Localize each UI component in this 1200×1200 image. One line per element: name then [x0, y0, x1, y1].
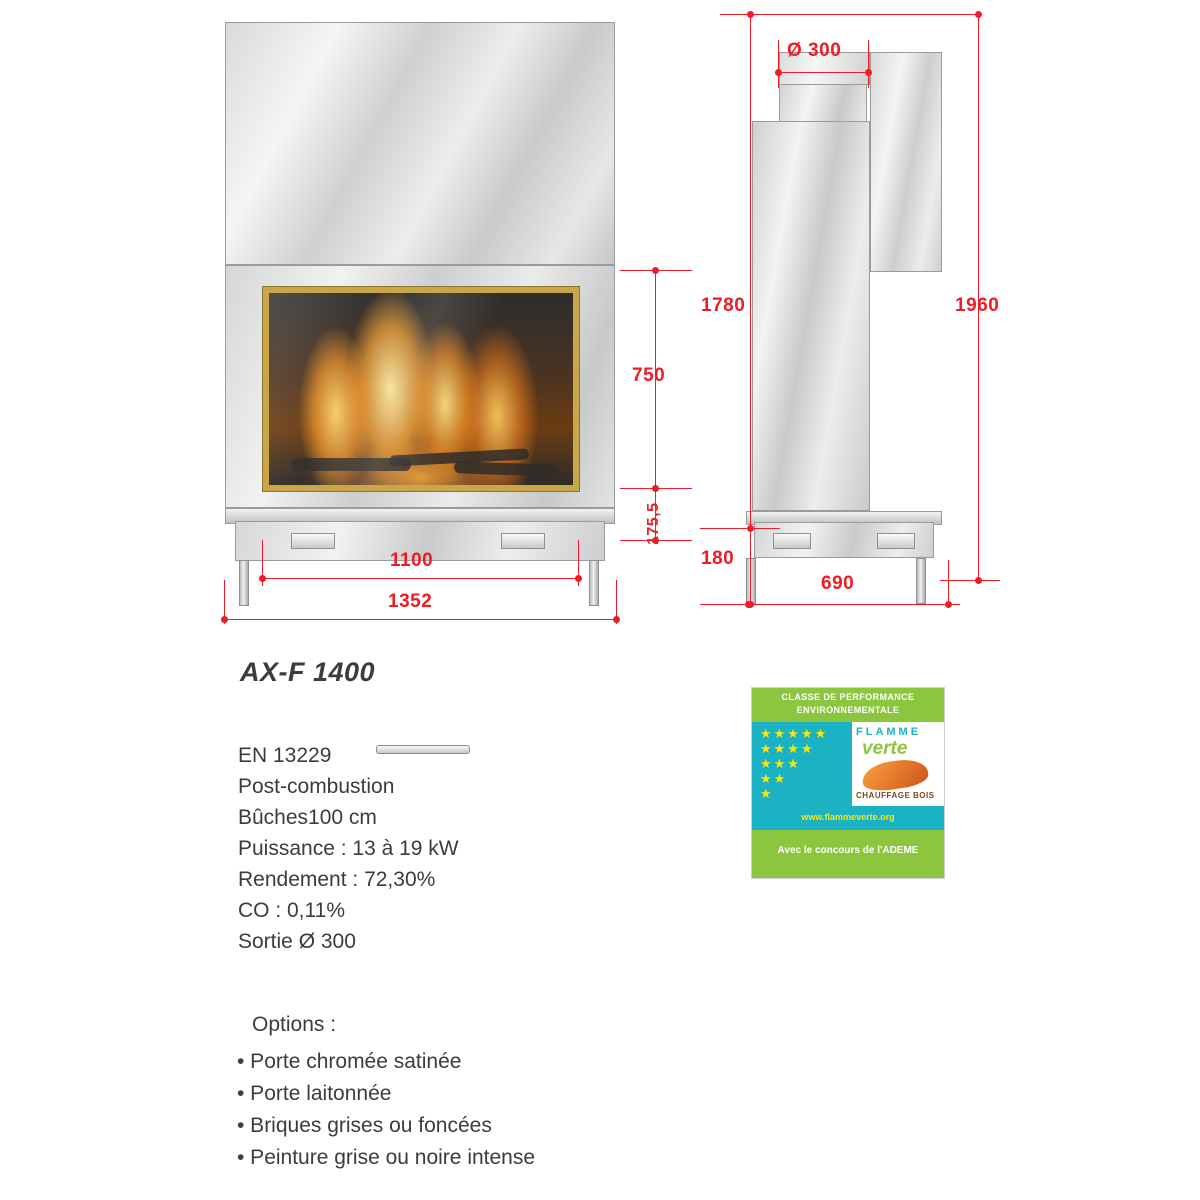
dim-line-180 — [750, 532, 751, 604]
dim-line-690 — [748, 604, 948, 605]
dim-ext-1780-bottom — [700, 528, 780, 529]
glass-door — [269, 293, 573, 485]
specification-list — [238, 740, 459, 957]
dim-label-1960: 1960 — [955, 295, 1000, 316]
star-row-3: ★★★ — [760, 756, 801, 771]
flue-outlet — [779, 84, 867, 122]
dim-dot — [575, 575, 582, 582]
leg-left — [239, 560, 249, 606]
options-heading: Options : — [252, 1013, 337, 1036]
dim-dot — [652, 485, 659, 492]
logo-brand-line2: verte — [862, 738, 908, 759]
dim-dot — [613, 616, 620, 623]
side-leg-left — [746, 558, 756, 604]
side-view-drawing — [742, 22, 952, 582]
dim-ext-1780-top — [720, 14, 980, 15]
star-row-2: ★★ — [760, 771, 788, 786]
dim-dot — [975, 11, 982, 18]
dim-label-750: 750 — [632, 365, 666, 386]
dim-ext-flue-right — [868, 40, 869, 88]
dim-dot — [975, 577, 982, 584]
flamme-verte-logo — [751, 687, 945, 879]
side-body — [752, 121, 870, 511]
leg-right — [589, 560, 599, 606]
drawer-handle-right — [501, 533, 545, 549]
dim-line-flue — [778, 72, 868, 73]
side-drawer-handle-left — [773, 533, 811, 549]
dim-dot — [259, 575, 266, 582]
option-item: • Porte chromée satinée — [237, 1050, 462, 1073]
spec-item: CO : 0,11% — [238, 899, 345, 922]
front-view-drawing — [225, 22, 615, 542]
side-leg-right — [916, 558, 926, 604]
star-row-1: ★ — [760, 786, 774, 801]
dim-line-1100 — [262, 578, 578, 579]
dim-label-175: 175,5 — [645, 502, 662, 545]
side-base-unit — [754, 522, 934, 558]
option-item: • Porte laitonnée — [237, 1082, 392, 1105]
dim-label-1100: 1100 — [390, 550, 434, 571]
dim-dot — [865, 69, 872, 76]
spec-item: Bûches100 cm — [238, 806, 377, 829]
side-hood-upper — [870, 52, 942, 272]
dim-dot — [945, 601, 952, 608]
dim-dot — [747, 11, 754, 18]
dim-label-flue-diameter: Ø 300 — [787, 40, 842, 61]
logo-star-ratings — [760, 726, 852, 801]
options-list — [237, 1046, 535, 1174]
spec-item: Rendement : 72,30% — [238, 868, 436, 891]
dim-ext-flue-left — [778, 40, 779, 88]
logo-top-text — [752, 691, 944, 717]
logo-brand-line1: FLAMME — [856, 726, 922, 738]
dim-line-1352 — [224, 619, 616, 620]
dim-ext-1960-bottom — [940, 580, 1000, 581]
logo-top-line1: CLASSE DE PERFORMANCE — [781, 692, 915, 702]
spec-item: Puissance : 13 à 19 kW — [238, 837, 459, 860]
spec-item: Sortie Ø 300 — [238, 930, 356, 953]
dim-dot — [775, 69, 782, 76]
dim-label-180: 180 — [701, 548, 735, 569]
option-item: • Briques grises ou foncées — [237, 1114, 492, 1137]
dim-line-1780 — [750, 14, 751, 528]
dim-dot — [652, 267, 659, 274]
spec-item: EN 13229 — [238, 744, 332, 767]
side-drawer-handle-right — [877, 533, 915, 549]
logo-url: www.flammeverte.org — [801, 812, 895, 822]
dim-label-1352: 1352 — [388, 591, 433, 612]
spec-item: Post-combustion — [238, 775, 395, 798]
dim-dot — [221, 616, 228, 623]
hood-panel — [225, 22, 615, 265]
logo-top-line2: ENVIRONNEMENTALE — [796, 705, 900, 715]
dim-dot — [745, 601, 752, 608]
star-row-4: ★★★★ — [760, 741, 815, 756]
star-row-5: ★★★★★ — [760, 726, 829, 741]
page-title: AX-F 1400 — [240, 657, 376, 687]
logo-footer-text: Avec le concours de l'ADEME — [777, 845, 919, 856]
logo-brand-subtitle: CHAUFFAGE BOIS — [856, 791, 935, 800]
drawer-handle-left — [291, 533, 335, 549]
firebox-frame — [225, 265, 615, 508]
glass-door-frame — [262, 286, 580, 492]
option-item: • Peinture grise ou noire intense — [237, 1146, 536, 1169]
dim-label-1780: 1780 — [701, 295, 746, 316]
dim-label-690: 690 — [821, 573, 855, 594]
dim-dot — [747, 525, 754, 532]
